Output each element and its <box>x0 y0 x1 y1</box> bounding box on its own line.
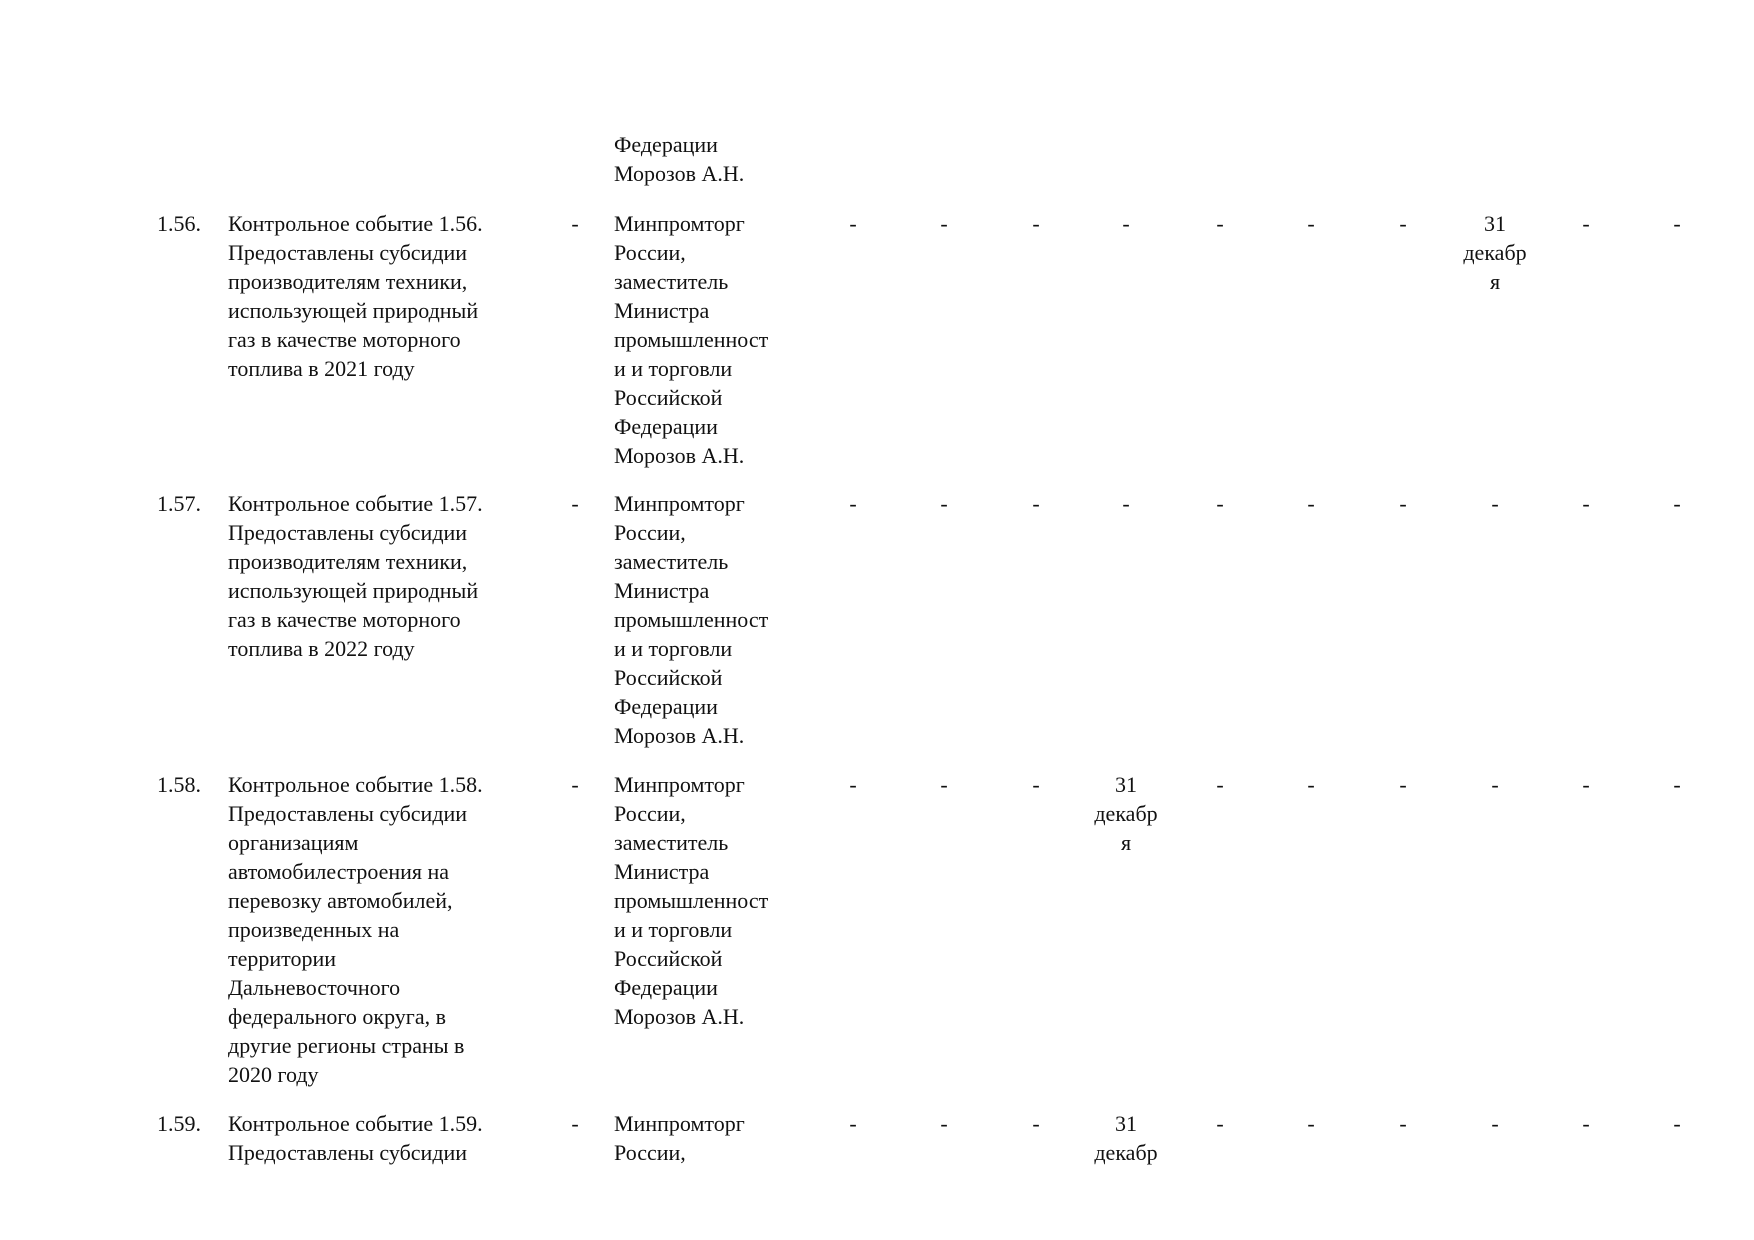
period-cell: - <box>1216 772 1224 797</box>
period-cell: - <box>849 211 857 236</box>
row-number: 1.57. <box>157 491 201 516</box>
period-cell: - <box>1673 491 1681 516</box>
period-cell: - <box>849 491 857 516</box>
period-cell: - <box>849 1111 857 1136</box>
row-number: 1.59. <box>157 1111 201 1136</box>
responsible-cell: Минпромторг России, заместитель Министра промышленност и и торговли Российской Федерации Морозов А.Н. <box>614 491 769 748</box>
period-cell: - <box>1673 211 1681 236</box>
period-cell: - <box>1582 211 1590 236</box>
period-cell: - <box>1307 1111 1315 1136</box>
period-cell: - <box>1399 1111 1407 1136</box>
event-description: Контрольное событие 1.59. Предоставлены субсидии <box>228 1111 483 1165</box>
period-cell: - <box>940 211 948 236</box>
event-description: Контрольное событие 1.56. Предоставлены субсидии производителям техники, использующей природный газ в качестве моторного топлива в 2021 году <box>228 211 483 381</box>
event-description: Контрольное событие 1.57. Предоставлены субсидии производителям техники, использующей природный газ в качестве моторного топлива в 2022 году <box>228 491 483 661</box>
period-cell: - <box>1122 491 1130 516</box>
period-cell: - <box>940 1111 948 1136</box>
period-cell: - <box>1491 772 1499 797</box>
period-cell: 31 декабр я <box>1463 211 1527 294</box>
period-cell: - <box>940 772 948 797</box>
event-description: Контрольное событие 1.58. Предоставлены субсидии организациям автомобилестроения на перевозку автомобилей, произведенных на территории Дальневосточного федерального округа, в другие регионы страны в 2020 году <box>228 772 483 1087</box>
period-cell: - <box>1032 491 1040 516</box>
period-cell: - <box>1673 772 1681 797</box>
period-cell: - <box>1032 1111 1040 1136</box>
period-cell: 31 декабр <box>1094 1111 1158 1165</box>
period-cell: - <box>1216 1111 1224 1136</box>
responsible-cell: Минпромторг России, <box>614 1111 745 1165</box>
period-cell: - <box>1491 1111 1499 1136</box>
period-cell: - <box>1032 772 1040 797</box>
period-cell: - <box>1673 1111 1681 1136</box>
period-cell: - <box>1582 772 1590 797</box>
executor-cell: - <box>571 1111 579 1136</box>
period-cell: - <box>1122 211 1130 236</box>
period-cell: - <box>1399 772 1407 797</box>
period-cell: - <box>1216 211 1224 236</box>
period-cell: - <box>940 491 948 516</box>
period-cell: 31 декабр я <box>1094 772 1158 855</box>
responsible-cell: Минпромторг России, заместитель Министра промышленност и и торговли Российской Федерации Морозов А.Н. <box>614 211 769 468</box>
period-cell: - <box>1307 491 1315 516</box>
period-cell: - <box>1307 211 1315 236</box>
executor-cell: - <box>571 211 579 236</box>
period-cell: - <box>1032 211 1040 236</box>
row-number: 1.56. <box>157 211 201 236</box>
period-cell: - <box>1216 491 1224 516</box>
period-cell: - <box>1582 491 1590 516</box>
period-cell: - <box>1307 772 1315 797</box>
period-cell: - <box>1399 211 1407 236</box>
responsible-cell: Федерации Морозов А.Н. <box>614 132 745 186</box>
period-cell: - <box>1399 491 1407 516</box>
executor-cell: - <box>571 772 579 797</box>
responsible-cell: Минпромторг России, заместитель Министра промышленност и и торговли Российской Федерации Морозов А.Н. <box>614 772 769 1029</box>
row-number: 1.58. <box>157 772 201 797</box>
executor-cell: - <box>571 491 579 516</box>
period-cell: - <box>849 772 857 797</box>
period-cell: - <box>1491 491 1499 516</box>
period-cell: - <box>1582 1111 1590 1136</box>
